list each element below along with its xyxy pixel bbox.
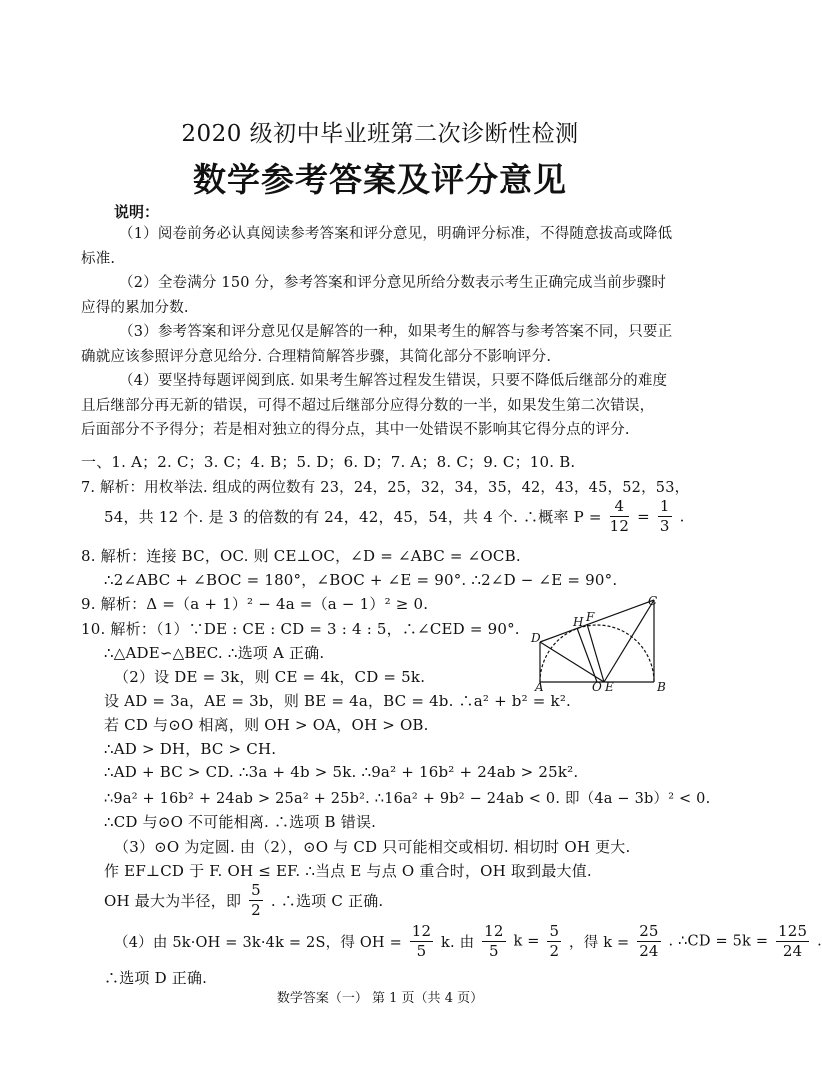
q10-line-4: 设 AD = 3a，AE = 3b，则 BE = 4a，BC = 4b. ∴a² + b² = k². xyxy=(104,692,571,710)
segment-oh xyxy=(577,628,597,682)
label-d: D xyxy=(531,631,541,645)
note-2-line-1: （2）全卷满分 150 分，参考答案和评分意见所给分数表示考生正确完成当前步骤时 xyxy=(119,275,667,291)
segment-dc xyxy=(540,600,654,642)
q10-line-7: ∴AD + BC > CD. ∴3a + 4b > 5k. ∴9a² + 16b² + 24ab > 25k². xyxy=(104,763,579,781)
q7-equals: = xyxy=(637,507,650,526)
note-4-line-2: 且后继部分再无新的错误，可得不超过后继部分应得分数的一半，如果发生第二次错误， xyxy=(81,398,655,414)
q10-line-10: （3）⊙O 为定圆. 由（2），⊙O 与 CD 只可能相交或相切. 相切时 OH 更大. xyxy=(114,838,631,856)
q7-line-1: 7. 解析：用枚举法. 组成的两位数有 23，24，25，32，34，35，42，43，45，52，53， xyxy=(81,480,690,496)
q10-l-end: . ∴选项 C 正确. xyxy=(270,892,384,910)
q10-line-2: ∴△ADE∽△BEC. ∴选项 A 正确. xyxy=(104,644,325,662)
q10-line-8: ∴9a² + 16b² + 24ab > 25a² + 25b². ∴16a² + 9b² − 24ab < 0. 即（4a − 3b）² < 0. xyxy=(104,791,711,807)
q10-line-3: （2）设 DE = 3k，则 CE = 4k，CD = 5k. xyxy=(114,668,426,686)
q10-m-fraction-2: $\frac{12}{5}$ xyxy=(484,922,504,960)
q7-fraction-1: $\frac{4}{12}$ xyxy=(609,497,630,535)
q10-line-5: 若 CD 与⊙O 相离，则 OH > OA，OH > OB. xyxy=(104,716,429,734)
choice-answers: 一、1. A；2. C；3. C；4. B；5. D；6. D；7. A；8. C；9. C；10. B. xyxy=(81,453,576,471)
note-4-line-1: （4）要坚持每题评阅到底. 如果考生解答过程发生错误，只要不降低后继部分的难度 xyxy=(119,373,668,389)
q7-text: 54，共 12 个. 是 3 的倍数的有 24，42，45，54，共 4 个. ∴概率 P = xyxy=(104,508,602,526)
notes-label: 说明： xyxy=(114,203,160,221)
q7-fraction-2: $\frac{1}{3}$ xyxy=(659,497,670,535)
q8-line-2: ∴2∠ABC + ∠BOC = 180°，∠BOC + ∠E = 90°. ∴2∠D − ∠E = 90°. xyxy=(104,571,618,589)
q9-line: 9. 解析：Δ =（a + 1）² − 4a =（a − 1）² ≥ 0. xyxy=(81,595,429,613)
page-footer: 数学答案（一） 第 1 页（共 4 页） xyxy=(276,991,484,1006)
q7-end: . xyxy=(679,507,685,526)
label-f: F xyxy=(586,610,595,624)
label-c: C xyxy=(648,594,658,608)
label-h: H xyxy=(573,615,584,629)
label-e: E xyxy=(605,680,614,694)
segment-ce xyxy=(604,600,654,682)
note-1-line-2: 标准. xyxy=(81,251,116,267)
q10-line-11: 作 EF⊥CD 于 F. OH ≤ EF. ∴当点 E 与点 O 重合时，OH 取到最大值. xyxy=(104,862,592,880)
q7-line-2 xyxy=(104,497,685,536)
page-title: 数学参考答案及评分意见 xyxy=(193,160,567,199)
note-1-line-1: （1）阅卷前务必认真阅读参考答案和评分意见，明确评分标准，不得随意拔高或降低 xyxy=(119,226,673,242)
q10-l-text: OH 最大为半径，即 xyxy=(104,892,242,910)
q10-m-fraction-1: $\frac{12}{5}$ xyxy=(411,922,432,960)
q10-line-9: ∴CD 与⊙O 不可能相离. ∴选项 B 错误. xyxy=(104,813,377,831)
page-subtitle: 2020 级初中毕业班第二次诊断性检测 xyxy=(181,121,579,147)
q10-line-13: （4）由 5k·OH = 3k·4k = 2S，得 OH = $\frac{12}{5}$ k. 由 $\frac{12}{5}$ k = $\frac{5}{2}$ ，得 k = $\frac{25}{24}$ . ∴CD = 5k = $\frac{125}{24}$ . xyxy=(114,922,822,960)
q10-m-fraction-5: $\frac{125}{24}$ xyxy=(778,922,808,960)
q10-line-6: ∴AD > DH，BC > CH. xyxy=(104,740,277,758)
note-3-line-2: 确就应该参照评分意见给分. 合理精简解答步骤，其简化部分不影响评分. xyxy=(81,349,552,365)
geometry-figure xyxy=(520,592,666,694)
label-o: O xyxy=(592,680,602,694)
label-b: B xyxy=(657,680,666,694)
q10-line-14: ∴选项 D 正确. xyxy=(104,969,208,987)
q10-l-fraction: $\frac{5}{2}$ xyxy=(251,881,261,919)
q10-m-fraction-4: $\frac{25}{24}$ xyxy=(639,922,659,960)
q10-m-fraction-3: $\frac{5}{2}$ xyxy=(549,922,560,960)
note-2-line-2: 应得的累加分数. xyxy=(81,300,189,316)
note-3-line-1: （3）参考答案和评分意见仅是解答的一种，如果考生的解答与参考答案不同，只要正 xyxy=(119,324,673,340)
q8-line-1: 8. 解析：连接 BC，OC. 则 CE⊥OC，∠D = ∠ABC = ∠OCB. xyxy=(81,547,521,565)
q10-line-1: 10. 解析：（1）∵DE : CE : CD = 3 : 4 : 5，∴∠CED = 90°. xyxy=(81,620,520,638)
q10-line-12 xyxy=(104,881,383,920)
semicircle-arc xyxy=(540,625,654,682)
note-4-line-3: 后面部分不予得分；若是相对独立的得分点，其中一处错误不影响其它得分点的评分. xyxy=(81,422,630,438)
label-a: A xyxy=(535,680,544,694)
